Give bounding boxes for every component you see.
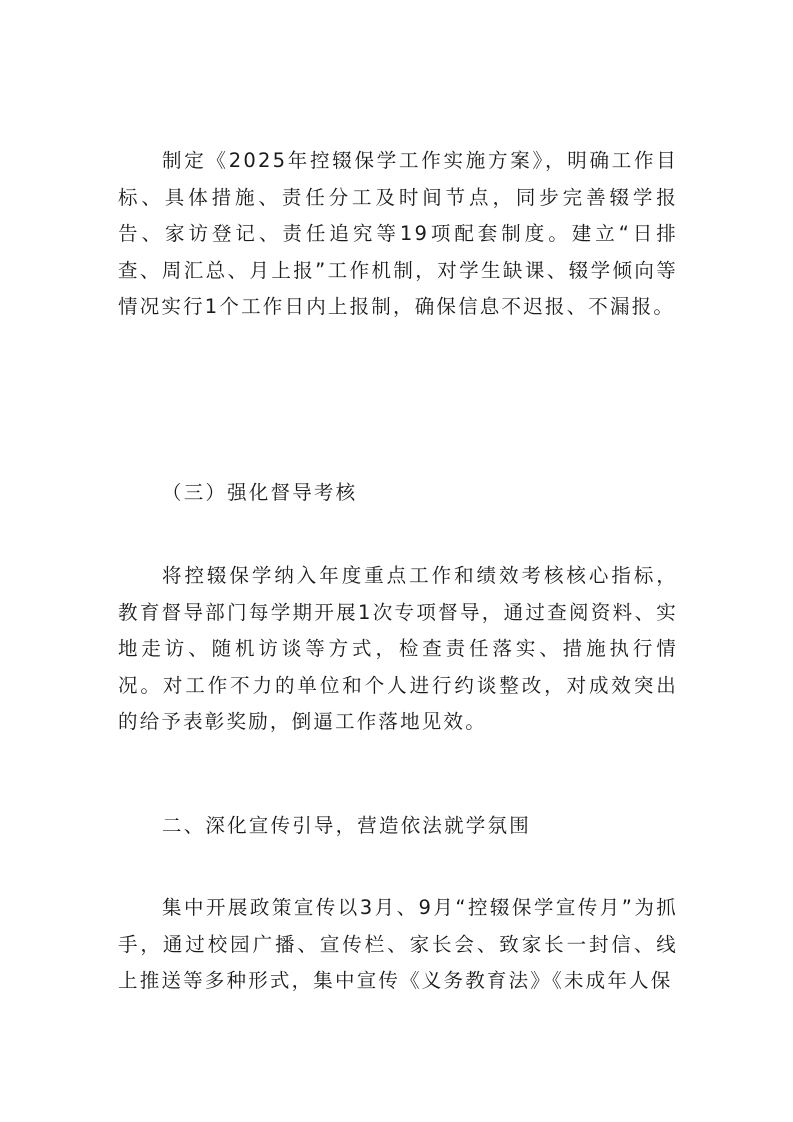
section-heading: 二、深化宣传引导，营造依法就学氛围 bbox=[162, 814, 531, 837]
body-paragraph: 集中开展政策宣传以3月、9月“控辍保学宣传月”为抓手，通过校园广播、宣传栏、家长会、致家长一封信、线上推送等多种形式，集中宣传《义务教育法》《未成年人保 bbox=[118, 896, 678, 992]
body-paragraph: 将控辍保学纳入年度重点工作和绩效考核核心指标，教育督导部门每学期开展1次专项督导，通过查阅资料、实地走访、随机访谈等方式，检查责任落实、措施执行情况。对工作不力的单位和个人进行约谈整改，对成效突出的给予表彰奖励，倒逼工作落地见效。 bbox=[118, 564, 678, 733]
section-heading: （三）强化督导考核 bbox=[162, 481, 358, 504]
body-paragraph: 制定《2025年控辍保学工作实施方案》，明确工作目标、具体措施、责任分工及时间节点，同步完善辍学报告、家访登记、责任追究等19项配套制度。建立“日排查、周汇总、月上报”工作机制，对学生缺课、辍学倾向等情况实行1个工作日内上报制，确保信息不迟报、不漏报。 bbox=[118, 149, 678, 318]
